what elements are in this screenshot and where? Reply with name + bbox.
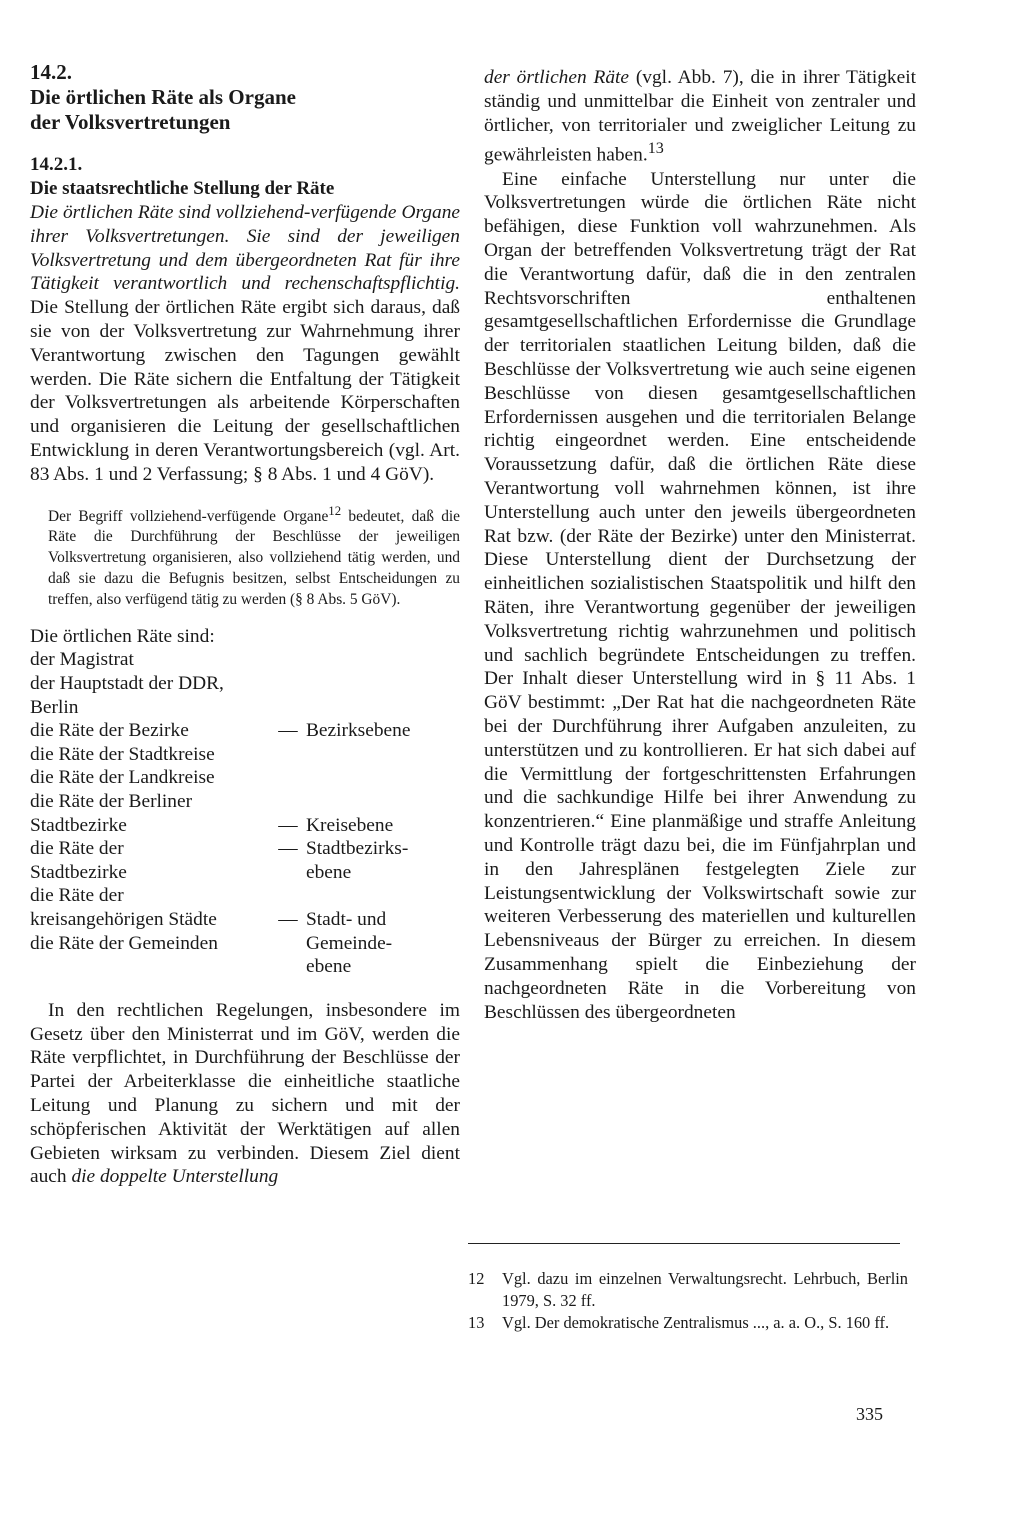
paragraph-intro [30, 201, 460, 487]
raete-dash-cell [270, 696, 306, 720]
definition-note: Der Begriff vollziehend-verfügende Organe$^{12}$ bedeutet, daß die Räte die Durchführung der Beschlüsse der jeweiligen Volksvertretung organisieren, also vollziehend tätig werden, und daß sie dazu die Befugnis besitzen, selbst Entscheidungen zu treffen, also verfügend tätig zu werden (§ 8 Abs. 5 GöV). [48, 503, 460, 608]
raete-level-cell [306, 766, 460, 790]
raete-level-cell [306, 648, 460, 672]
raete-body-cell: die Räte der Berliner [30, 791, 193, 813]
raete-dash-cell: — [278, 814, 298, 836]
raete-list-row [30, 955, 460, 979]
raete-body-cell: die Räte der Stadtkreise [30, 743, 215, 765]
raete-list-row [30, 766, 460, 790]
footnote-ref-12: 12 [328, 503, 342, 518]
raete-body-cell: die Räte der Gemeinden [30, 932, 218, 954]
raete-level-cell: Gemeinde- [306, 932, 393, 954]
paragraph-intro-rest: Die Stellung der örtlichen Räte ergibt sich daraus, daß sie von der Volksvertretung zur Wahrnehmung ihrer Verantwortung zwischen den Tagungen gewählt werden. Die Räte sichern die Entfaltung der Tätigkeit der Volksvertretungen als arbeitende Körperschaften und organisieren die Leitung der gesellschaftlichen Entwicklung in deren Verantwortungsbereich (vgl. Art. 83 Abs. 1 und 2 Verfassung; § 8 Abs. 1 und 4 GöV). [30, 297, 460, 485]
left-column [30, 60, 460, 1189]
raete-level-cell: Stadtbezirks- [306, 838, 409, 860]
paragraph-continuation: der örtlichen Räte (vgl. Abb. 7), die in ihrer Tätigkeit ständig und unmittelbar die Einheit von zentraler und örtlicher, von territorialer und zweiglicher Leitung zu gewährleisten haben.$^{13}$ [484, 67, 916, 166]
raete-list-row [30, 932, 460, 956]
raete-level-cell [306, 790, 460, 814]
raete-list-row [30, 884, 460, 908]
raete-list-row [30, 790, 460, 814]
right-column [484, 66, 916, 1024]
raete-list-row [30, 837, 460, 861]
raete-level-cell [306, 672, 460, 696]
raete-list-row [30, 861, 460, 885]
raete-dash-cell [270, 790, 306, 814]
raete-level-cell [306, 743, 460, 767]
raete-list [30, 648, 460, 978]
raete-body-cell [30, 955, 270, 979]
raete-dash-cell: — [278, 909, 298, 930]
footnote-item [468, 1312, 908, 1334]
raete-body-cell: der Hauptstadt der DDR, [30, 673, 224, 695]
raete-body-cell: Stadtbezirke [30, 861, 127, 883]
footnote-divider [468, 1243, 900, 1244]
raete-dash-cell [270, 861, 306, 885]
raete-body-cell: Berlin [30, 696, 79, 718]
section-title-line-2: der Volksvertretungen [30, 110, 231, 134]
raete-dash-cell [270, 672, 306, 696]
raete-dash-cell [270, 932, 306, 956]
section-number: 14.2. [30, 60, 72, 84]
page-number: 335 [856, 1404, 883, 1424]
raete-dash-cell [270, 648, 306, 672]
footnote-text: Vgl. Der demokratische Zentralismus ..., a. a. O., S. 160 ff. [502, 1313, 890, 1332]
paragraph-continuation-italic: der örtlichen Räte [484, 67, 630, 88]
paragraph-regulations: In den rechtlichen Regelungen, insbesondere im Gesetz über den Ministerrat und im GöV, werden die Räte verpflichtet, in Durchführung der Beschlüsse der Partei der Arbeiterklasse die einheitliche staatliche Leitung und Planung zu sichern und mit der schöpferischen Aktivität der Werktätigen auf allen Gebieten wirksam zu verbinden. Diesem Ziel dient auch die doppelte Unterstellung [30, 999, 460, 1188]
paragraph-regulations-italic: die doppelte Unterstellung [71, 1166, 279, 1188]
raete-list-row [30, 814, 460, 838]
raete-dash-cell: — [278, 720, 298, 742]
raete-body-cell: die Räte der Landkreise [30, 767, 215, 789]
footnote-ref-13: 13 [647, 140, 664, 158]
raete-list-row [30, 696, 460, 720]
raete-level-cell: ebene [306, 861, 352, 883]
raete-level-cell: ebene [306, 956, 352, 978]
raete-level-cell [306, 696, 460, 720]
section-title-line-1: Die örtlichen Räte als Organe [30, 85, 296, 109]
raete-level-cell: Bezirksebene [306, 720, 411, 742]
raete-list-row [30, 743, 460, 767]
raete-body-cell: Stadtbezirke [30, 814, 127, 836]
raete-dash-cell [270, 955, 306, 979]
list-intro: Die örtlichen Räte sind: [30, 625, 215, 647]
subsection-number: 14.2.1. [30, 154, 83, 175]
raete-body-cell: die Räte der Bezirke [30, 720, 189, 742]
subsection-title: Die staatsrechtliche Stellung der Räte [30, 178, 335, 199]
footnote-text: Vgl. dazu im einzelnen Verwaltungsrecht. Lehrbuch, Berlin 1979, S. 32 ff. [502, 1269, 908, 1310]
raete-dash-cell [270, 743, 306, 767]
raete-list-row [30, 908, 460, 932]
raete-body-cell: die Räte der [30, 885, 124, 907]
raete-dash-cell [270, 766, 306, 790]
raete-dash-cell [270, 884, 306, 908]
raete-dash-cell: — [278, 838, 298, 860]
raete-body-cell: kreisangehörigen Städte [30, 909, 217, 930]
raete-list-row [30, 672, 460, 696]
raete-list-row [30, 648, 460, 672]
footnotes [468, 1268, 908, 1334]
paragraph-subordination: Eine einfache Unterstellung nur unter die Volksvertretungen würde die örtlichen Räte nicht befähigen, diese Funktion voll wahrzunehmen. Als Organ der betreffenden Volksvertretung trägt der Rat die Verantwortung dafür, daß die in den zentralen Rechtsvorschriften enthaltenen gesamtgesellschaftlichen Erfordernisse die Grundlage der territorialen staatlichen Leitung bilden, daß die Beschlüsse der Volksvertretung wie auch seine eigenen Beschlüsse von diesen gesamtgesellschaftlichen Erfordernissen ausgehen und die territorialen Belange richtig eingeordnet werden. Eine entscheidende Voraussetzung dafür, daß die örtlichen Räte diese Verantwortung voll wahrnehmen können, ist ihre Unterstellung auch unter den jeweils übergeordneten Rat bzw. (der Räte der Bezirke) unter den Ministerrat. Diese Unterstellung dient der Durchsetzung der einheitlichen sozialistischen Staatspolitik und hilft den Räten, ihre Verantwortung gegenüber der jeweiligen Volksvertretung richtig wahrzunehmen und politisch und sachlich begründete Entscheidungen zu treffen. Der Inhalt dieser Unterstellung wird in § 11 Abs. 1 GöV bestimmt: „Der Rat hat die nachgeordneten Räte bei der Durchführung ihrer Aufgaben anzuleiten, zu unterstützen und zu kontrollieren. Er hat sich dabei auf die Vermittlung der fortgeschrittensten Erfahrungen und die sachkundige Hilfe bei ihrer Anwendung zu konzentrieren.“ Eine planmäßige und straffe Anleitung und Kontrolle trägt dazu bei, die im Fünfjahrplan und in den Jahresplänen festgelegten Ziele zur Leistungsentwicklung der Volkswirtschaft sowie zur weiteren Verbesserung des materiellen und kulturellen Lebensniveaus der Bürger zu erreichen. In diesem Zusammenhang spielt die Einbeziehung der nachgeordneten Räte in die Vorbereitung von Beschlüssen des übergeordneten [484, 168, 916, 1023]
raete-level-cell: Kreisebene [306, 814, 394, 836]
paragraph-intro-italic: Die örtlichen Räte sind vollziehend-verfügende Organe ihrer Volksvertretungen. Sie sind der jeweiligen Volksvertretung und dem übergeordneten Rat für ihre Tätigkeit verantwortlich und rechenschaftspflichtig. [30, 202, 460, 295]
raete-level-cell [306, 884, 460, 908]
raete-body-cell: der Magistrat [30, 649, 134, 671]
raete-body-cell: die Räte der [30, 838, 124, 860]
raete-list-row [30, 719, 460, 743]
raete-level-cell: Stadt- und [306, 909, 387, 930]
footnote-number: 13 [468, 1313, 485, 1332]
footnote-number: 12 [468, 1269, 485, 1288]
footnote-item [468, 1268, 908, 1312]
